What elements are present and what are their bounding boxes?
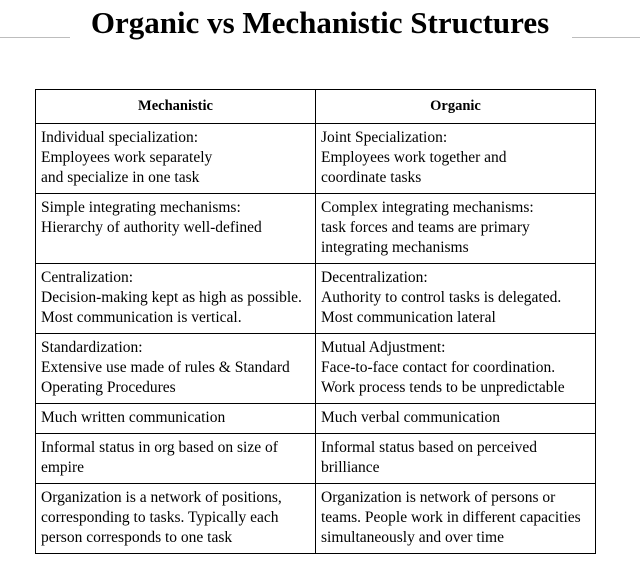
cell-text-line: Work process tends to be unpredictable xyxy=(321,379,565,396)
cell-text-line: Extensive use made of rules & Standard xyxy=(41,359,290,376)
cell-text-line: Decentralization: xyxy=(321,269,428,286)
header-organic: Organic xyxy=(316,90,596,124)
header-mechanistic: Mechanistic xyxy=(36,90,316,124)
cell-mechanistic xyxy=(36,124,316,194)
cell-organic xyxy=(316,124,596,194)
title-area xyxy=(0,0,640,60)
cell-text-line: coordinate tasks xyxy=(321,169,422,186)
cell-text-line: Hierarchy of authority well-defined xyxy=(41,219,262,236)
table-header-row xyxy=(36,90,596,124)
cell-text-line: Most communication is vertical. xyxy=(41,309,242,326)
table-row xyxy=(36,264,596,334)
cell-text-line: simultaneously and over time xyxy=(321,529,504,546)
table-row xyxy=(36,194,596,264)
cell-text-line: empire xyxy=(41,459,85,476)
cell-text-line: Informal status in org based on size of xyxy=(41,439,278,456)
table-row xyxy=(36,404,596,434)
cell-text-line: Individual specialization: xyxy=(41,129,199,146)
cell-text-line: Organization is a network of positions, xyxy=(41,489,282,506)
cell-mechanistic xyxy=(36,194,316,264)
cell-organic xyxy=(316,484,596,554)
table-row xyxy=(36,434,596,484)
cell-mechanistic xyxy=(36,264,316,334)
cell-text-line: Operating Procedures xyxy=(41,379,176,396)
cell-organic xyxy=(316,264,596,334)
cell-text-line: Organization is network of persons or xyxy=(321,489,556,506)
cell-organic xyxy=(316,434,596,484)
cell-text-line: Authority to control tasks is delegated. xyxy=(321,289,562,306)
cell-mechanistic xyxy=(36,404,316,434)
cell-text-line: Standardization: xyxy=(41,339,143,356)
cell-text-line: integrating mechanisms xyxy=(321,239,469,256)
cell-text-line: Employees work together and xyxy=(321,149,507,166)
cell-text-line: Simple integrating mechanisms: xyxy=(41,199,241,216)
cell-text-line: Decision-making kept as high as possible. xyxy=(41,289,302,306)
cell-text-line: Employees work separately xyxy=(41,149,213,166)
cell-organic xyxy=(316,194,596,264)
cell-text-line: teams. People work in different capacities xyxy=(321,509,581,526)
table-body xyxy=(36,124,596,554)
cell-text-line: Mutual Adjustment: xyxy=(321,339,446,356)
cell-text-line: brilliance xyxy=(321,459,380,476)
table-row xyxy=(36,334,596,404)
title-rule-right xyxy=(572,37,640,38)
cell-text-line: task forces and teams are primary xyxy=(321,219,530,236)
cell-mechanistic xyxy=(36,434,316,484)
cell-mechanistic xyxy=(36,484,316,554)
cell-text-line: Much written communication xyxy=(41,409,226,426)
cell-organic xyxy=(316,334,596,404)
table-row xyxy=(36,124,596,194)
cell-text-line: Much verbal communication xyxy=(321,409,501,426)
cell-text-line: Complex integrating mechanisms: xyxy=(321,199,534,216)
cell-text-line: Joint Specialization: xyxy=(321,129,448,146)
cell-text-line: and specialize in one task xyxy=(41,169,200,186)
page-title: Organic vs Mechanistic Structures xyxy=(90,5,550,40)
cell-text-line: corresponding to tasks. Typically each xyxy=(41,509,279,526)
cell-mechanistic xyxy=(36,334,316,404)
cell-text-line: person corresponds to one task xyxy=(41,529,233,546)
cell-text-line: Most communication lateral xyxy=(321,309,496,326)
comparison-table xyxy=(35,89,596,554)
cell-text-line: Centralization: xyxy=(41,269,134,286)
cell-text-line: Face-to-face contact for coordination. xyxy=(321,359,556,376)
table-row xyxy=(36,484,596,554)
cell-organic xyxy=(316,404,596,434)
cell-text-line: Informal status based on perceived xyxy=(321,439,538,456)
